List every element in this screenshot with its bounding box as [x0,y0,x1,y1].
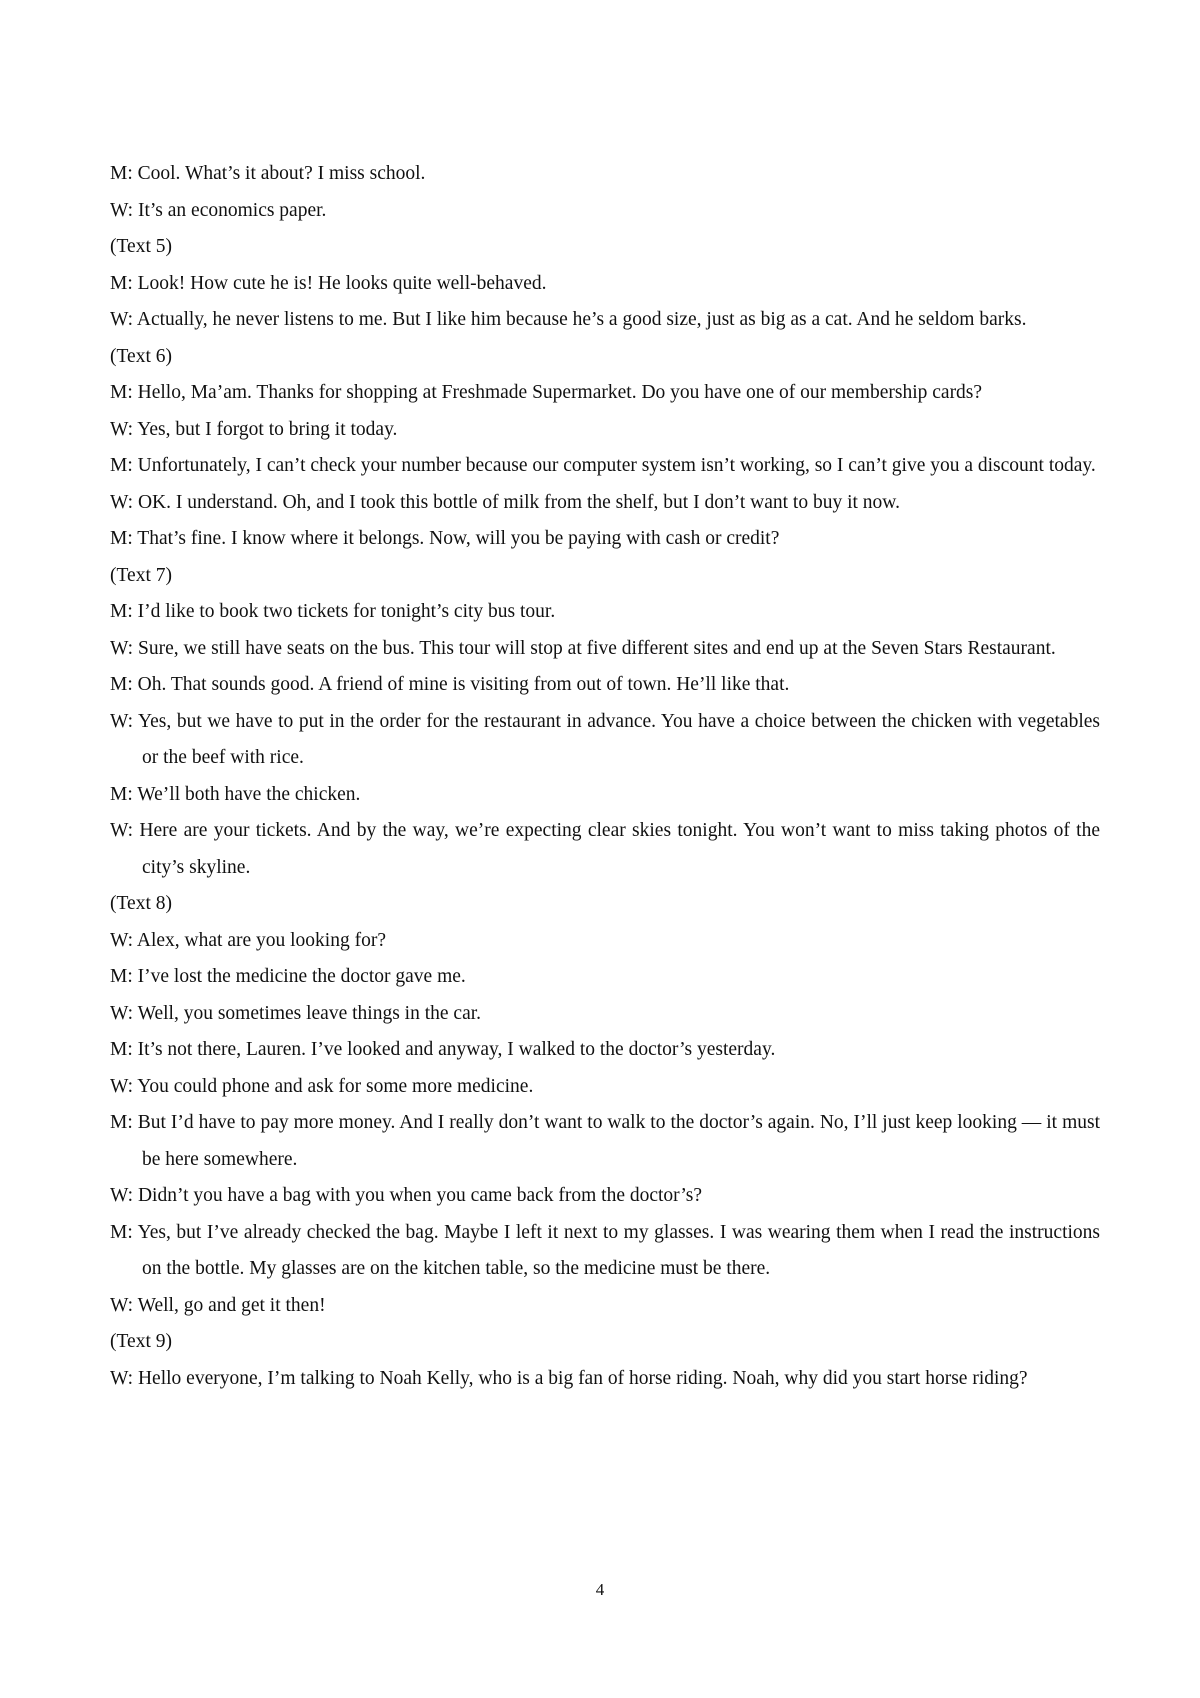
transcript-line: (Text 9) [110,1331,172,1352]
transcript-line: (Text 8) [110,893,172,914]
transcript-line: M: I’d like to book two tickets for tonight’s city bus tour. [110,601,556,622]
transcript-line: W: Well, you sometimes leave things in the car. [110,1002,482,1024]
page-number: 4 [595,1580,605,1599]
transcript-line: W: It’s an economics paper. [110,199,327,221]
transcript-body [110,156,1100,1397]
transcript-line: M: Yes, but I’ve already checked the bag. Maybe I left it next to my glasses. I was wearing them when I read the instructions on the bottle. My glasses are on the kitchen table, so the medicine must be there. [110,1221,1100,1279]
transcript-line: W: You could phone and ask for some more medicine. [110,1075,534,1097]
transcript-line: W: Alex, what are you looking for? [110,929,386,951]
transcript-line: M: Cool. What’s it about? I miss school. [110,163,426,184]
transcript-line: W: Yes, but we have to put in the order for the restaurant in advance. You have a choice between the chicken with vegetables or the beef with rice. [110,710,1100,768]
transcript-line: M: It’s not there, Lauren. I’ve looked and anyway, I walked to the doctor’s yesterday. [110,1039,776,1060]
transcript-line: M: That’s fine. I know where it belongs. Now, will you be paying with cash or credit? [110,528,780,549]
transcript-line: W: Here are your tickets. And by the way, we’re expecting clear skies tonight. You won’t want to miss taking photos of the city’s skyline. [110,820,1100,878]
transcript-line: M: Oh. That sounds good. A friend of mine is visiting from out of town. He’ll like that. [110,674,790,695]
transcript-line: W: Sure, we still have seats on the bus. This tour will stop at five different sites and end up at the Seven Stars Restaurant. [110,637,1056,659]
transcript-line: M: We’ll both have the chicken. [110,783,361,805]
transcript-line: W: OK. I understand. Oh, and I took this bottle of milk from the shelf, but I don’t want to buy it now. [110,491,900,513]
transcript-line: M: Look! How cute he is! He looks quite well-behaved. [110,272,547,294]
transcript-line: (Text 5) [110,236,172,257]
transcript-line: W: Hello everyone, I’m talking to Noah Kelly, who is a big fan of horse riding. Noah, why did you start horse riding? [110,1367,1028,1389]
transcript-line: M: I’ve lost the medicine the doctor gave me. [110,966,466,987]
transcript-line: W: Actually, he never listens to me. But I like him because he’s a good size, just as big as a cat. And he seldom barks. [110,309,1027,330]
transcript-line: W: Well, go and get it then! [110,1294,326,1316]
transcript-line: (Text 7) [110,564,172,586]
transcript-line: W: Yes, but I forgot to bring it today. [110,418,398,440]
transcript-line: M: Unfortunately, I can’t check your number because our computer system isn’t working, so I can’t give you a discount today. [110,455,1096,476]
transcript-line: W: Didn’t you have a bag with you when you came back from the doctor’s? [110,1185,703,1206]
transcript-line: (Text 6) [110,345,172,367]
transcript-line: M: Hello, Ma’am. Thanks for shopping at Freshmade Supermarket. Do you have one of our membership cards? [110,382,983,403]
transcript-line: M: But I’d have to pay more money. And I really don’t want to walk to the doctor’s again. No, I’ll just keep looking — it must be here somewhere. [110,1112,1100,1170]
